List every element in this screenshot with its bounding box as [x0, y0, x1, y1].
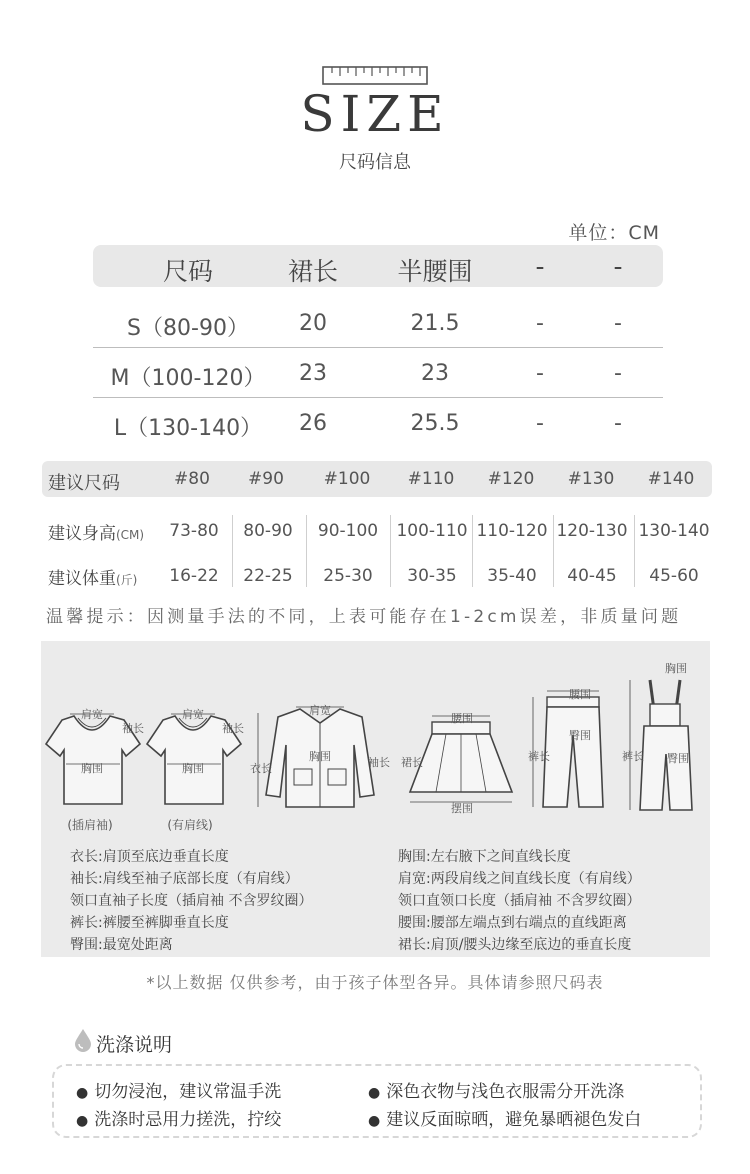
row-divider [93, 397, 663, 398]
ruler-icon [322, 64, 428, 86]
size-row-m-skirt: 23 [299, 361, 327, 386]
size-subtitle: 尺码信息 [339, 152, 411, 173]
chest-label: 胸围 [309, 750, 331, 763]
rec-height: 120-130 [556, 521, 628, 541]
size-title: SIZE [300, 85, 450, 143]
sleeve-label: 袖长 [222, 722, 244, 735]
size-header-skirt-length: 裙长 [287, 257, 338, 286]
rec-height: 130-140 [638, 521, 710, 541]
rec-size-90: #90 [248, 469, 284, 489]
chest-label: 胸围 [665, 662, 687, 675]
definition-right: 领口直领口长度（插肩袖 不含罗纹圈） [398, 893, 641, 909]
hip-label: 臀围 [667, 752, 689, 765]
recommend-size-label: 建议尺码 [48, 473, 120, 494]
size-row-l-col4: - [536, 411, 544, 436]
rec-height: 80-90 [243, 521, 293, 541]
shoulder-label: 肩宽 [309, 704, 331, 717]
size-header-size: 尺码 [162, 257, 213, 286]
rec-weight: 45-60 [649, 566, 699, 586]
rec-size-80: #80 [174, 469, 210, 489]
definition-left: 领口直袖子长度（插肩袖 不含罗纹圈） [70, 893, 313, 909]
pants-length-label: 裤长 [622, 750, 644, 763]
rec-height: 73-80 [169, 521, 219, 541]
size-header-col4: - [535, 252, 545, 281]
column-divider [232, 515, 233, 587]
size-row-m-size: M（100-120） [110, 366, 266, 391]
shoulder-label: 肩宽 [182, 708, 204, 721]
waist-label: 腰围 [569, 688, 591, 701]
definition-right: 肩宽:两段肩线之间直线长度（有肩线） [398, 871, 641, 887]
washing-item: ● 切勿浸泡，建议常温手洗 [76, 1082, 282, 1102]
rec-size-130: #130 [567, 469, 615, 489]
definition-right: 裙长:肩顶/腰头边缘至底边的垂直长度 [398, 937, 632, 953]
column-divider [553, 515, 554, 587]
unit-label: 单位：CM [568, 222, 660, 244]
rec-height: 110-120 [476, 521, 548, 541]
size-row-m-col4: - [536, 361, 544, 386]
column-divider [390, 515, 391, 587]
size-row-s-skirt: 20 [299, 311, 327, 336]
sleeve-label: 袖长 [122, 722, 144, 735]
pants-length-label: 裤长 [528, 750, 550, 763]
measurement-tip: 温馨提示：因测量手法的不同，上表可能存在1-2cm误差，非质量问题 [46, 607, 682, 627]
sleeve-label: 袖长 [368, 756, 390, 769]
skirt-length-label: 裙长 [401, 756, 423, 769]
washing-title: 洗涤说明 [96, 1034, 173, 1056]
hip-label: 臀围 [569, 729, 591, 742]
overalls-icon [620, 660, 710, 815]
rec-size-120: #120 [487, 469, 535, 489]
chest-label: 胸围 [81, 762, 103, 775]
rec-height: 90-100 [317, 521, 379, 541]
washing-item: ● 深色衣物与浅色衣服需分开洗涤 [368, 1082, 625, 1102]
definition-left: 袖长:肩线至袖子底部长度（有肩线） [70, 871, 299, 887]
definition-left: 衣长:肩顶至底边垂直长度 [70, 849, 229, 865]
shoulder-seam-caption: (有肩线) [167, 818, 213, 832]
rec-weight: 30-35 [407, 566, 457, 586]
washing-item: ● 洗涤时忌用力搓洗，拧绞 [76, 1110, 282, 1130]
definition-right: 腰围:腰部左端点到右端点的直线距离 [398, 915, 627, 931]
size-row-m-col5: - [614, 361, 622, 386]
rec-weight: 25-30 [323, 566, 373, 586]
recommend-weight-label: 建议体重(斤) [48, 569, 138, 589]
column-divider [634, 515, 635, 587]
rec-height: 100-110 [396, 521, 468, 541]
washing-item: ● 建议反面晾晒，避免暴晒褪色发白 [368, 1110, 642, 1130]
rec-weight: 22-25 [243, 566, 293, 586]
size-row-l-waist: 25.5 [410, 411, 460, 436]
rec-weight: 40-45 [567, 566, 617, 586]
water-drop-icon [74, 1028, 92, 1052]
reference-note: *以上数据 仅供参考，由于孩子体型各异。具体请参照尺码表 [146, 973, 604, 992]
chest-label: 胸围 [182, 762, 204, 775]
hem-label: 摆围 [451, 802, 473, 815]
size-row-s-col4: - [536, 311, 544, 336]
raglan-caption: (插肩袖) [67, 818, 113, 832]
size-row-s-waist: 21.5 [410, 311, 460, 336]
row-divider [93, 347, 663, 348]
column-divider [306, 515, 307, 587]
size-header-half-waist: 半腰围 [397, 257, 473, 286]
size-row-s-col5: - [614, 311, 622, 336]
size-header-col5: - [613, 252, 623, 281]
recommend-height-label: 建议身高(CM) [48, 524, 145, 544]
shoulder-label: 肩宽 [81, 708, 103, 721]
rec-size-110: #110 [407, 469, 455, 489]
rec-size-100: #100 [323, 469, 371, 489]
waist-label: 腰围 [451, 712, 473, 725]
column-divider [472, 515, 473, 587]
size-row-l-col5: - [614, 411, 622, 436]
rec-weight: 35-40 [487, 566, 537, 586]
rec-size-140: #140 [647, 469, 695, 489]
rec-weight: 16-22 [169, 566, 219, 586]
size-row-l-skirt: 26 [299, 411, 327, 436]
size-row-s-size: S（80-90） [127, 316, 249, 341]
length-label: 衣长 [250, 762, 272, 775]
definition-left: 臀围:最宽处距离 [70, 937, 173, 953]
size-row-m-waist: 23 [421, 361, 449, 386]
size-row-l-size: L（130-140） [113, 416, 263, 441]
definition-right: 胸围:左右腋下之间直线长度 [398, 849, 571, 865]
definition-left: 裤长:裤腰至裤脚垂直长度 [70, 915, 229, 931]
